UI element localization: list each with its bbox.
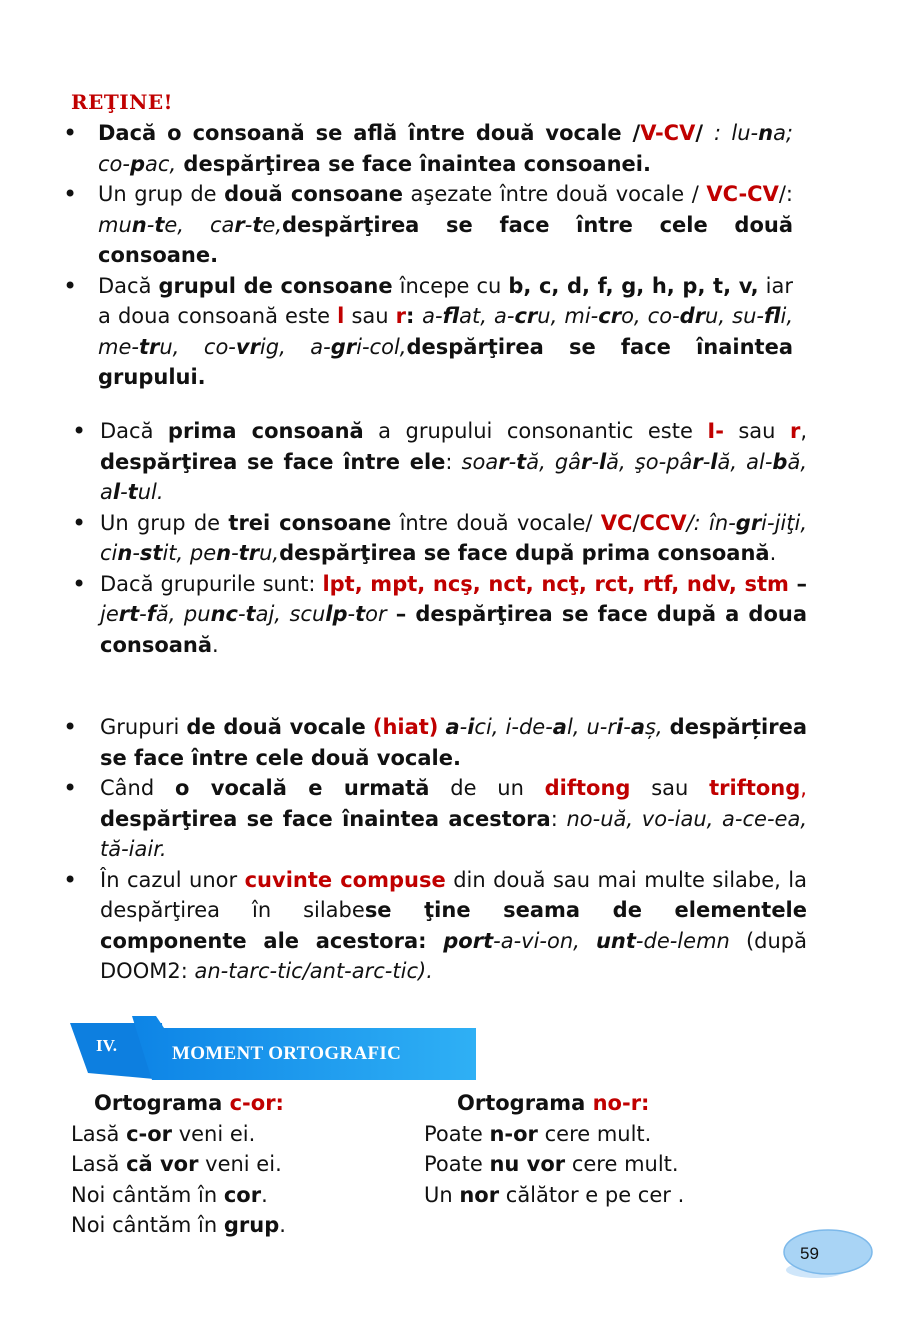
rule-item	[63, 773, 807, 865]
orthogram-left	[71, 1088, 286, 1241]
text-segment: -	[139, 602, 147, 626]
text-segment: gr	[735, 510, 762, 535]
text-segment: ă, pu	[155, 602, 211, 626]
rule-item	[70, 416, 807, 508]
text-segment: : lu-	[713, 121, 759, 145]
text-segment: –	[788, 571, 808, 596]
text-segment: n	[117, 541, 133, 565]
example-sentence	[71, 1119, 286, 1150]
text-segment: prima consoană	[167, 419, 364, 443]
text-segment: i, me-	[98, 304, 793, 359]
page-number-badge	[776, 1224, 876, 1284]
text-segment: -	[702, 449, 711, 474]
text-segment: vr	[235, 334, 260, 359]
text-segment: V-CV	[640, 121, 696, 145]
orthogram-left-title	[71, 1088, 286, 1119]
text-segment: a-	[422, 304, 443, 328]
text-segment: r	[581, 449, 592, 474]
text-segment: despărţirea se face înaintea grupului.	[98, 334, 793, 389]
text-segment: diftong	[544, 776, 631, 800]
example-sentence	[71, 1210, 286, 1241]
text-segment: l	[598, 449, 607, 474]
text-segment: t	[245, 602, 256, 626]
text-segment: r	[692, 449, 703, 474]
text-segment: an-tarc-tic/ant-arc-tic).	[194, 959, 433, 983]
text-segment: despărţirea se face între cele două consoane.	[98, 212, 793, 267]
text-segment: a	[630, 715, 645, 739]
text-segment: de două vocale	[186, 715, 366, 739]
text-segment: mu	[98, 212, 132, 237]
text-segment: nor	[459, 1182, 500, 1207]
text-segment: -a-vi-on,	[493, 928, 596, 953]
text-segment: -	[591, 449, 599, 474]
example-sentence	[424, 1149, 684, 1180]
text-segment: se ţine seama de elementele componente ale acestora:	[100, 898, 808, 953]
text-segment: n-or	[489, 1121, 538, 1146]
rule-item	[70, 569, 807, 661]
text-segment: Un grup de	[100, 510, 229, 535]
text-segment: it, pe	[162, 541, 217, 565]
text-segment: -	[120, 480, 128, 504]
text-segment: t	[252, 212, 263, 237]
text-segment: je	[100, 602, 119, 626]
text-segment: iar a doua consoană este	[98, 273, 793, 328]
orthogram-right-title	[424, 1088, 684, 1119]
text-segment: .	[769, 541, 777, 565]
text-segment: de un	[429, 776, 545, 800]
text-segment: unt	[595, 928, 636, 953]
text-segment: ș,	[644, 715, 670, 739]
text-segment: Lasă	[71, 1121, 127, 1146]
text-segment: p	[129, 151, 146, 176]
example-sentence	[71, 1180, 286, 1211]
text-segment: t	[516, 449, 527, 474]
text-segment: În cazul unor	[100, 867, 245, 892]
text-segment: -	[231, 541, 239, 565]
text-segment: a	[445, 715, 460, 739]
text-segment: ci, i-de-	[474, 715, 553, 739]
text-segment: -	[347, 602, 356, 626]
text-segment: o vocală e urmată	[174, 776, 430, 800]
page-number: 59	[800, 1244, 819, 1263]
text-segment: o, co-	[621, 304, 680, 328]
orthogram-title-prefix: Ortograma	[457, 1091, 593, 1115]
text-segment: – despărţirea se face după a doua consoană	[100, 602, 807, 657]
text-segment: l	[112, 480, 121, 504]
rule-item	[70, 508, 807, 569]
text-segment: ă, a	[100, 449, 807, 504]
text-segment: -	[244, 212, 253, 237]
text-segment: Când	[100, 776, 175, 800]
text-segment: :	[445, 449, 462, 474]
text-segment: /	[632, 510, 640, 535]
text-segment: ă, gâ	[526, 449, 582, 474]
text-segment: no-uă, vo-iau, a-ce-ea, tă-iair.	[100, 806, 807, 861]
text-segment: -	[146, 212, 155, 237]
text-segment: u, mi-	[537, 304, 599, 328]
text-segment: r	[234, 212, 245, 237]
rules-list-consonants	[63, 118, 793, 393]
rule-item	[63, 179, 793, 271]
rules-list-vowels	[63, 712, 807, 987]
text-segment: c-or	[126, 1121, 173, 1146]
text-segment: l	[710, 449, 718, 474]
rules-list-consonant-groups	[70, 416, 807, 660]
text-segment: /	[695, 121, 714, 145]
text-segment: at, a-	[459, 304, 515, 328]
orthogram-term: no-r:	[592, 1091, 650, 1115]
text-segment: r	[395, 304, 407, 328]
text-segment: Noi cântăm în	[71, 1213, 224, 1237]
text-segment: cr	[598, 304, 622, 328]
text-segment: i-col,	[356, 334, 407, 359]
text-segment: a	[552, 715, 567, 739]
text-segment: CCV	[639, 510, 687, 535]
text-segment: despărţirea se face după prima consoană	[279, 541, 770, 565]
text-segment: /: în-	[686, 510, 736, 535]
text-segment: nc	[210, 602, 238, 626]
text-segment: r	[789, 419, 801, 443]
text-segment: nu vor	[489, 1152, 566, 1176]
text-segment: u, co-	[159, 334, 236, 359]
text-segment: triftong	[709, 776, 801, 800]
text-segment: b, c, d, f, g, h, p, t, v,	[508, 273, 759, 298]
text-segment: -	[132, 541, 140, 565]
text-segment: st	[139, 541, 163, 565]
text-segment: gr	[330, 334, 357, 359]
text-segment: dr	[679, 304, 706, 328]
text-segment: între două vocale/	[391, 510, 601, 535]
text-segment: ,	[800, 776, 807, 800]
text-segment: două consoane	[224, 182, 403, 206]
text-segment: -	[508, 449, 517, 474]
text-segment	[366, 715, 373, 739]
text-segment: cere mult.	[565, 1152, 679, 1176]
text-segment: trei consoane	[228, 510, 392, 535]
remember-heading: REŢINE!	[71, 90, 173, 114]
rule-item	[63, 271, 793, 393]
text-segment: cor	[223, 1182, 262, 1207]
text-segment: lpt, mpt, ncş, nct, ncţ, rct, rtf, ndv, stm	[322, 571, 789, 596]
text-segment: despărţirea se face între ele	[100, 449, 446, 474]
text-segment: .	[212, 632, 219, 657]
text-segment: veni ei.	[198, 1152, 282, 1176]
text-segment: începe cu	[392, 273, 509, 298]
text-segment: b	[772, 449, 788, 474]
text-segment: (hiat)	[372, 715, 439, 739]
text-segment: din două sau mai multe silabe, la despărţirea în silabe	[100, 867, 807, 922]
text-segment: cuvinte compuse	[244, 867, 446, 892]
text-segment: u, su-	[705, 304, 764, 328]
text-segment: -	[623, 715, 631, 739]
text-segment: aşezate între două vocale /	[403, 182, 707, 206]
text-segment: -	[459, 715, 468, 739]
text-segment: i	[467, 715, 475, 739]
text-segment: Noi cântăm în	[71, 1182, 224, 1207]
text-segment: a; co-	[98, 121, 794, 176]
text-segment: n	[216, 541, 232, 565]
text-segment: l, u-r	[566, 715, 617, 739]
text-segment: sau	[723, 419, 790, 443]
text-segment: -	[237, 602, 246, 626]
text-segment: /:	[778, 182, 793, 206]
text-segment: e, ca	[164, 212, 235, 237]
text-segment: VC	[600, 510, 633, 535]
text-segment: aj, scu	[255, 602, 326, 626]
text-segment: cere mult.	[537, 1121, 652, 1146]
text-segment: despărţirea se face înaintea acestora	[100, 806, 551, 831]
text-segment: sau	[344, 304, 396, 328]
text-segment: :	[550, 806, 567, 831]
text-segment: ul.	[137, 480, 164, 504]
text-segment: lp	[325, 602, 348, 626]
text-segment: Dacă	[98, 273, 159, 298]
text-segment: Poate	[424, 1121, 490, 1146]
text-segment: n	[131, 212, 147, 237]
text-segment: Un grup de	[98, 182, 225, 206]
text-segment: călător e pe cer .	[499, 1182, 685, 1207]
text-segment: rt	[118, 602, 140, 626]
text-segment: tr	[238, 541, 260, 565]
text-segment: n	[758, 121, 774, 145]
text-segment: :	[406, 304, 423, 328]
text-segment: fl	[763, 304, 781, 328]
text-segment: (după DOOM2:	[100, 928, 807, 983]
rule-item	[63, 865, 807, 987]
text-segment: ,	[800, 419, 807, 443]
text-segment: cr	[514, 304, 538, 328]
text-segment: .	[261, 1182, 268, 1207]
text-segment: .	[279, 1213, 286, 1237]
text-segment: ig, a-	[259, 334, 331, 359]
section-title: MOMENT ORTOGRAFIC	[172, 1043, 402, 1064]
text-segment: t	[127, 480, 138, 504]
text-segment: port	[443, 928, 494, 953]
orthogram-title-prefix: Ortograma	[94, 1091, 230, 1115]
text-segment: i	[616, 715, 624, 739]
text-segment: ă, şo-pâ	[606, 449, 693, 474]
text-segment: că vor	[126, 1152, 199, 1176]
text-segment: Dacă o consoană se află între două vocale /	[98, 121, 641, 145]
text-segment: l	[337, 304, 345, 328]
rule-item	[63, 712, 807, 773]
text-segment: Dacă	[100, 419, 168, 443]
text-segment: t	[355, 602, 366, 626]
text-segment: Un	[424, 1182, 460, 1207]
section-number: IV.	[96, 1036, 117, 1055]
text-segment: soa	[461, 449, 499, 474]
text-segment: a grupului consonantic este	[363, 419, 708, 443]
text-segment: -de-lemn	[635, 928, 730, 953]
text-segment: ac,	[145, 151, 177, 176]
text-segment: fl	[442, 304, 460, 328]
text-segment: sau	[630, 776, 710, 800]
text-segment: tr	[138, 334, 160, 359]
text-segment: despărțirea se face între cele două vocale.	[100, 715, 807, 770]
text-segment: t	[154, 212, 165, 237]
text-segment: or	[365, 602, 387, 626]
text-segment: veni ei.	[172, 1121, 256, 1146]
text-segment: grup	[223, 1213, 280, 1237]
example-sentence	[424, 1180, 684, 1211]
example-sentence	[424, 1119, 684, 1150]
rule-item	[63, 118, 793, 179]
text-segment: Dacă grupurile sunt:	[100, 571, 323, 596]
text-segment: e,	[262, 212, 283, 237]
example-sentence	[71, 1149, 286, 1180]
text-segment: VC-CV	[706, 182, 779, 206]
text-segment: grupul de consoane	[158, 273, 393, 298]
text-segment: Poate	[424, 1152, 490, 1176]
text-segment: u,	[259, 541, 280, 565]
text-segment: f	[146, 602, 156, 626]
text-segment: Grupuri	[100, 715, 187, 739]
text-segment: r	[498, 449, 509, 474]
text-segment: Lasă	[71, 1152, 127, 1176]
text-segment: despărţirea se face înaintea consoanei.	[176, 151, 651, 176]
text-segment: I-	[707, 419, 724, 443]
text-segment: ă, al-	[717, 449, 773, 474]
text-segment: i-jiţi, ci	[100, 510, 807, 565]
orthogram-term: c-or:	[229, 1091, 284, 1115]
orthogram-right	[424, 1088, 684, 1210]
